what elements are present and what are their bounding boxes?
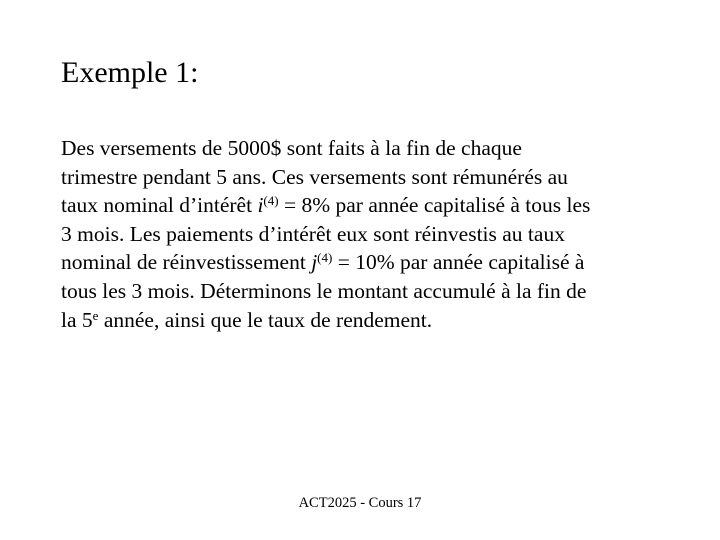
slide-title: Exemple 1: bbox=[61, 56, 199, 89]
body-line-5-start: nominal de réinvestissement bbox=[61, 250, 312, 275]
body-line-7-end: année, ainsi que le taux de rendement. bbox=[98, 307, 433, 332]
body-line-4: 3 mois. Les paiements d’intérêt eux sont réinvestis au taux bbox=[61, 221, 565, 246]
body-line-1: Des versements de 5000$ sont faits à la fin de chaque bbox=[61, 136, 522, 160]
reinvestment-rate-variable: j bbox=[311, 250, 318, 275]
body-line-5 bbox=[61, 248, 671, 277]
body-line-3 bbox=[61, 191, 671, 220]
interest-rate-superscript: (4) bbox=[263, 193, 279, 209]
slide-body-text bbox=[61, 134, 671, 334]
body-line-3-start: taux nominal d’intérêt bbox=[61, 193, 258, 218]
body-line-3-end: = 8% par année capitalisé à tous les bbox=[278, 193, 591, 218]
body-line-7 bbox=[61, 306, 671, 335]
ordinal-superscript: e bbox=[92, 307, 99, 323]
body-line-7-start: la 5 bbox=[61, 307, 93, 332]
interest-rate-variable: i bbox=[257, 193, 264, 218]
body-line-5-end: = 10% par année capitalisé à bbox=[332, 250, 585, 275]
reinvestment-rate-superscript: (4) bbox=[317, 250, 333, 266]
body-line-6: tous les 3 mois. Déterminons le montant accumulé à la fin de bbox=[61, 278, 587, 303]
slide-footer: ACT2025 - Cours 17 bbox=[298, 495, 422, 511]
body-line-2: trimestre pendant 5 ans. Ces versements sont rémunérés au bbox=[61, 164, 568, 189]
